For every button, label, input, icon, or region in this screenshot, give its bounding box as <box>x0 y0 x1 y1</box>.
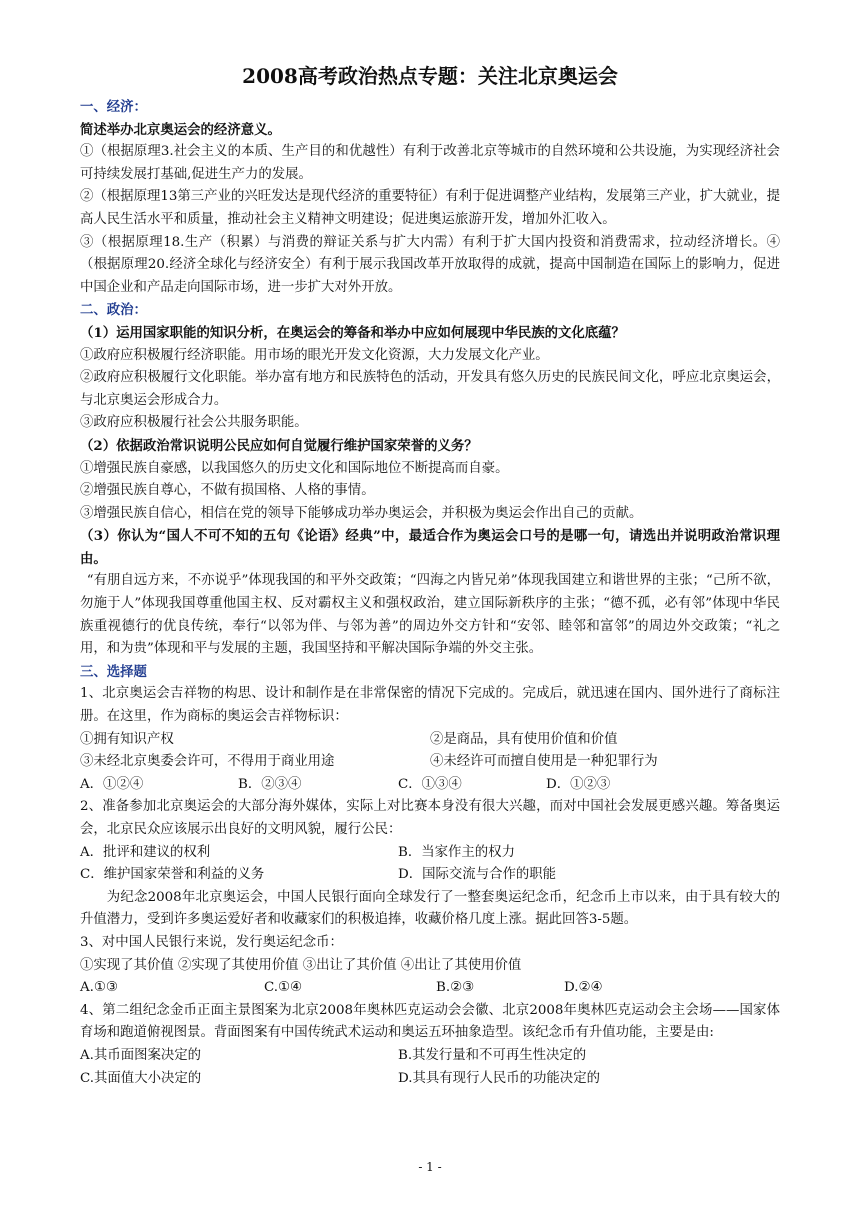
question-politics-3: （3）你认为“国人不可不知的五句《论语》经典”中，最适合作为奥运会口号的是哪一句，请选出并说明政治常识理由。 <box>80 528 780 567</box>
mc-choice: B．②③④ <box>238 776 302 792</box>
answer-item: ①增强民族自豪感，以我国悠久的历史文化和国际地位不断提高而自豪。 <box>80 460 509 476</box>
section-heading-choice: 三、选择题 <box>80 663 147 680</box>
mc-option: ②是商品，具有使用价值和价值 <box>430 731 618 747</box>
question-politics-1: （1）运用国家职能的知识分析，在奥运会的筹备和举办中应如何展现中华民族的文化底蕴？ <box>80 324 625 341</box>
mc-option: ①拥有知识产权 <box>80 731 174 747</box>
mc-choice: A.其币面图案决定的 <box>80 1047 202 1063</box>
question-economy: 简述举办北京奥运会的经济意义。 <box>80 121 281 138</box>
mc-choice: C.①④ <box>264 980 303 996</box>
mc-choice: C．维护国家荣誉和利益的义务 <box>80 867 265 883</box>
mc-choice: D.其具有现行人民币的功能决定的 <box>398 1070 600 1086</box>
section-heading-politics: 二、政治： <box>80 302 147 319</box>
mc-choice: B.其发行量和不可再生性决定的 <box>398 1047 587 1063</box>
mc-choices-row <box>80 864 780 887</box>
page-number: - 1 - <box>418 1160 442 1174</box>
mc-option: ③未经北京奥委会许可，不得用于商业用途 <box>80 754 335 770</box>
material-paragraph: 为纪念2008年北京奥运会，中国人民银行面向全球发行了一整套奥运纪念币，纪念币上市以来，由于具有较大的升值潜力，受到许多奥运爱好者和收藏家们的积极追捧，收藏价格几度上涨。据此回答3-5题。 <box>80 889 780 928</box>
mc-choices-row <box>80 774 780 797</box>
mc-question-1: 1、北京奥运会吉祥物的构思、设计和制作是在非常保密的情况下完成的。完成后，就迅速在国内、国外进行了商标注册。在这里，作为商标的奥运会吉祥物标识： <box>80 686 780 725</box>
mc-options-row <box>80 729 780 752</box>
answer-paragraph: ①（根据原理3.社会主义的本质、生产目的和优越性）有利于改善北京等城市的自然环境和公共设施，为实现经济社会可持续发展打基础,促进生产力的发展。 <box>80 144 780 182</box>
answer-paragraph: ③（根据原理18.生产（积累）与消费的辩证关系与扩大内需）有利于扩大国内投资和消费需求，拉动经济增长。④（根据原理20.经济全球化与经济安全）有利于展示我国改革开放取得的成就，提高中国制造在国际上的影响力，促进中国企业和产品走向国际市场，进一步扩大对外开放。 <box>80 234 780 295</box>
answer-item: ②增强民族自尊心，不做有损国格、人格的事情。 <box>80 483 375 499</box>
answer-item: ③政府应积极履行社会公共服务职能。 <box>80 415 308 431</box>
answer-paragraph: “有朋自远方来，不亦说乎”体现我国的和平外交政策；“四海之内皆兄弟”体现我国建立和谐世界的主张；“己所不欲，勿施于人”体现我国尊重他国主权、反对霸权主义和强权政治，建立国际新秩序的主张；“德不孤，必有邻”体现中华民族重视德行的优良传统，奉行“以邻为伴、与邻为善”的周边外交方针和“安邻、睦邻和富邻”的周边外交政策；“礼之用，和为贵”体现和平与发展的主题，我国坚持和平解决国际争端的外交主张。 <box>80 573 780 657</box>
section-heading-economy: 一、经济： <box>80 99 147 115</box>
mc-choice: A．①②④ <box>80 776 144 792</box>
mc-choice: A．批评和建议的权利 <box>80 844 211 860</box>
question-politics-2: （2）依据政治常识说明公民应如何自觉履行维护国家荣誉的义务？ <box>80 437 478 454</box>
mc-question-4: 4、第二组纪念金币正面主景图案为北京2008年奥林匹克运动会会徽、北京2008年奥林匹克运动会主会场——国家体育场和跑道俯视图景。背面图案有中国传统武术运动和奥运五环抽象造型。该纪念币有升值功能，主要是由: <box>80 1002 780 1041</box>
mc-options-line: ①实现了其价值 ②实现了其使用价值 ③出让了其价值 ④出让了其使用价值 <box>80 957 522 973</box>
mc-choice: C.其面值大小决定的 <box>80 1070 202 1086</box>
mc-choices-row <box>80 1045 780 1068</box>
mc-choice: D．①②③ <box>546 776 611 792</box>
mc-question-3: 3、对中国人民银行来说，发行奥运纪念币： <box>80 934 343 950</box>
answer-item: ③增强民族自信心，相信在党的领导下能够成功举办奥运会，并积极为奥运会作出自己的贡献。 <box>80 505 643 521</box>
mc-choice: B.②③ <box>436 980 475 996</box>
mc-choice: A.①③ <box>80 980 118 996</box>
mc-option: ④未经许可而擅自使用是一种犯罪行为 <box>430 754 658 770</box>
answer-paragraph: ②（根据原理13第三产业的兴旺发达是现代经济的重要特征）有利于促进调整产业结构，发展第三产业，扩大就业，提高人民生活水平和质量，推动社会主义精神文明建设；促进奥运旅游开发，增加外汇收入。 <box>80 189 780 227</box>
mc-choices-row <box>80 1068 780 1091</box>
page-title: 2008高考政治热点专题：关注北京奥运会 <box>242 64 618 88</box>
answer-item: ②政府应积极履行文化职能。举办富有地方和民族特色的活动，开发具有悠久历史的民族民间文化，呼应北京奥运会，与北京奥运会形成合力。 <box>80 370 780 408</box>
mc-options-row <box>80 751 780 774</box>
mc-choice: D.②④ <box>564 980 603 996</box>
document-page <box>80 62 780 1090</box>
answer-item: ①政府应积极履行经济职能。用市场的眼光开发文化资源，大力发展文化产业。 <box>80 347 549 363</box>
mc-choice: B．当家作主的权力 <box>398 844 515 860</box>
mc-choices-row <box>80 842 780 865</box>
mc-choice: C．①③④ <box>398 776 462 792</box>
mc-choice: D．国际交流与合作的职能 <box>398 867 557 883</box>
mc-question-2: 2、准备参加北京奥运会的大部分海外媒体，实际上对比赛本身没有很大兴趣，而对中国社会发展更感兴趣。筹备奥运会，北京民众应该展示出良好的文明风貌，履行公民： <box>80 799 780 837</box>
mc-choices-row <box>80 977 780 1000</box>
